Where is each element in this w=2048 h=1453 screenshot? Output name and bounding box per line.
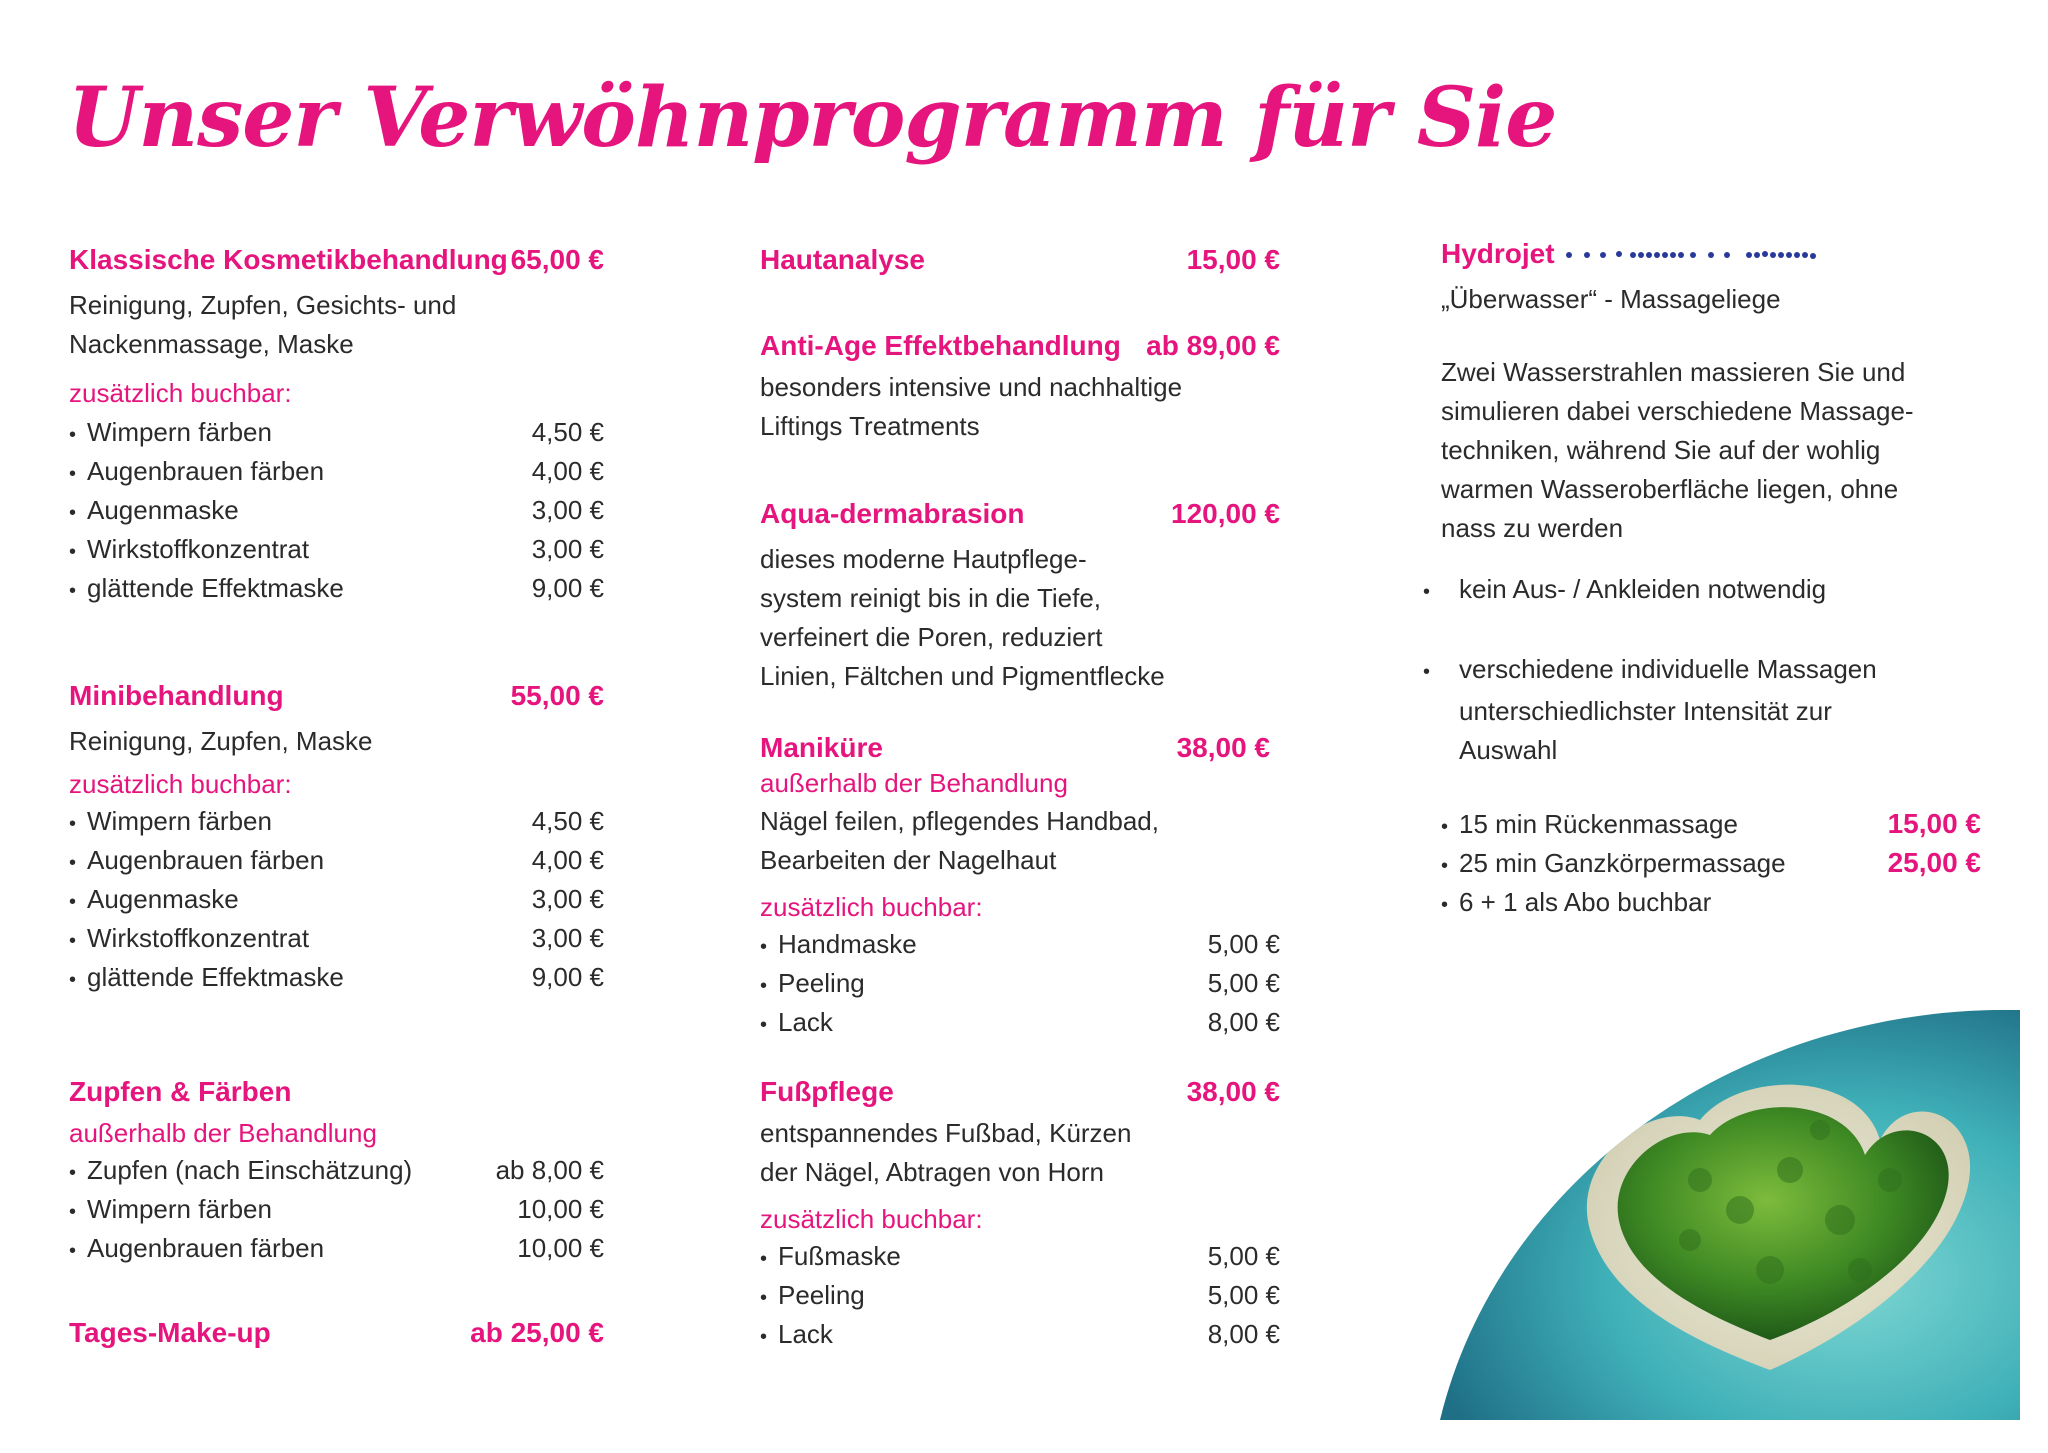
list-item [69, 1152, 604, 1191]
service-name: Hydrojet [1441, 238, 1555, 269]
service-description: Reinigung, Zupfen, Gesichts- und [69, 290, 457, 320]
item-label: • 25 min Ganzkörpermassage [1441, 845, 1786, 884]
service-aqua [760, 492, 1280, 696]
service-name: Minibehandlung [69, 680, 284, 711]
item-label: • glättende Effektmaske [69, 959, 344, 998]
list-item [760, 1316, 1280, 1355]
service-manikuere [760, 726, 1280, 1043]
item-price: 5,00 € [1207, 1241, 1280, 1271]
list-item [69, 842, 604, 881]
list-item [69, 453, 604, 492]
service-name: Klassische Kosmetikbehandlung [69, 244, 508, 275]
service-price: 120,00 € [1171, 498, 1280, 529]
service-description: nass zu werden [1441, 513, 1624, 543]
item-label: • Augenmaske [69, 881, 239, 920]
heart-island-image [1440, 1010, 2020, 1420]
service-name: Aqua-dermabrasion [760, 498, 1025, 529]
item-label: • Lack [760, 1004, 833, 1043]
service-description: techniken, während Sie auf der wohlig [1441, 435, 1881, 465]
extras-label: zusätzlich buchbar: [69, 378, 292, 408]
item-price: 3,00 € [531, 884, 604, 914]
service-name: Maniküre [760, 732, 883, 763]
service-price: ab 25,00 € [470, 1317, 604, 1348]
service-description: Linien, Fältchen und Pigmentflecke [760, 661, 1165, 691]
item-price: 10,00 € [517, 1194, 604, 1224]
item-price: 4,50 € [531, 806, 604, 836]
service-description: Zwei Wasserstrahlen massieren Sie und [1441, 357, 1906, 387]
item-price: 4,00 € [531, 456, 604, 486]
list-item [69, 414, 604, 453]
item-price: 4,50 € [531, 417, 604, 447]
item-price: 8,00 € [1207, 1319, 1280, 1349]
extras-label: zusätzlich buchbar: [760, 892, 983, 922]
extras-list [760, 1238, 1280, 1355]
service-name: Hautanalyse [760, 244, 925, 275]
service-price: 38,00 € [1176, 732, 1270, 763]
feature-bullet [1441, 570, 1981, 612]
list-item [69, 531, 604, 570]
item-label: • Lack [760, 1316, 833, 1355]
extras-list [69, 1152, 604, 1269]
extras-list [69, 803, 604, 998]
list-item [760, 965, 1280, 1004]
feature-bullet [1441, 650, 1981, 692]
list-item [760, 926, 1280, 965]
list-item [69, 803, 604, 842]
service-description: entspannendes Fußbad, Kürzen [760, 1118, 1132, 1148]
service-name: Zupfen & Färben [69, 1076, 292, 1107]
item-label: • Wirkstoffkonzentrat [69, 531, 309, 570]
item-price: 10,00 € [517, 1233, 604, 1263]
item-label: • Zupfen (nach Einschätzung) [69, 1152, 412, 1191]
service-subtitle: „Überwasser“ - Massageliege [1441, 284, 1781, 314]
water-dots-icon [1561, 243, 1831, 263]
service-price: 55,00 € [510, 680, 604, 711]
item-price: 25,00 € [1887, 847, 1981, 878]
extras-list [760, 926, 1280, 1043]
service-mini [69, 674, 604, 998]
item-price: 15,00 € [1887, 808, 1981, 839]
item-price: 9,00 € [531, 962, 604, 992]
page-title: Unser Verwöhnprogramm für Sie [68, 70, 1557, 166]
list-item [69, 881, 604, 920]
extras-list [69, 414, 604, 609]
service-antiage [760, 324, 1280, 446]
item-label: • glättende Effektmaske [69, 570, 344, 609]
service-zupfen [69, 1070, 604, 1269]
item-label: • 15 min Rückenmassage [1441, 806, 1738, 845]
item-label: • Peeling [760, 965, 865, 1004]
list-item [69, 570, 604, 609]
item-label: • Handmaske [760, 926, 917, 965]
service-description: besonders intensive und nachhaltige [760, 372, 1183, 402]
list-item [69, 920, 604, 959]
feature-text: Auswahl [1459, 735, 1558, 765]
item-price: 3,00 € [531, 534, 604, 564]
list-item [1441, 806, 1981, 845]
extras-label: zusätzlich buchbar: [69, 769, 292, 799]
item-label: • Wimpern färben [69, 414, 272, 453]
item-label: • Fußmaske [760, 1238, 901, 1277]
service-makeup [69, 1311, 604, 1355]
item-label: • Augenmaske [69, 492, 239, 531]
item-label: • Wimpern färben [69, 803, 272, 842]
item-label: • Wimpern färben [69, 1191, 272, 1230]
item-label: • Peeling [760, 1277, 865, 1316]
service-hydrojet [1441, 232, 1981, 923]
item-label: • Wirkstoffkonzentrat [69, 920, 309, 959]
service-fusspflege [760, 1070, 1280, 1355]
list-item [69, 1191, 604, 1230]
list-item [69, 1230, 604, 1269]
service-name: Tages-Make-up [69, 1317, 271, 1348]
service-description: Liftings Treatments [760, 411, 980, 441]
item-price: 9,00 € [531, 573, 604, 603]
service-subtitle: außerhalb der Behandlung [69, 1118, 377, 1148]
service-description: Nägel feilen, pflegendes Handbad, [760, 806, 1159, 836]
service-description: Nackenmassage, Maske [69, 329, 354, 359]
service-subtitle: außerhalb der Behandlung [760, 768, 1068, 798]
list-item [760, 1238, 1280, 1277]
extras-label: zusätzlich buchbar: [760, 1204, 983, 1234]
item-label: • 6 + 1 als Abo buchbar [1441, 884, 1711, 923]
service-price: 65,00 € [510, 244, 604, 275]
item-price: ab 8,00 € [495, 1155, 604, 1185]
service-description: system reinigt bis in die Tiefe, [760, 583, 1102, 613]
list-item [760, 1277, 1280, 1316]
item-price: 3,00 € [531, 923, 604, 953]
service-description: verfeinert die Poren, reduziert [760, 622, 1103, 652]
service-name: Anti-Age Effektbehandlung [760, 330, 1121, 361]
service-description: der Nägel, Abtragen von Horn [760, 1157, 1104, 1187]
service-price: 38,00 € [1186, 1076, 1280, 1107]
list-item [69, 959, 604, 998]
service-description: simulieren dabei verschiedene Massage- [1441, 396, 1914, 426]
item-label: • Augenbrauen färben [69, 842, 324, 881]
service-description: dieses moderne Hautpflege- [760, 544, 1087, 574]
heart-island-icon [1440, 1010, 2020, 1420]
massage-list [1441, 806, 1981, 923]
list-item [1441, 884, 1981, 923]
feature-text: verschiedene individuelle Massagen [1459, 654, 1877, 684]
item-price: 8,00 € [1207, 1007, 1280, 1037]
item-label: • Augenbrauen färben [69, 1230, 324, 1269]
item-price: 4,00 € [531, 845, 604, 875]
service-price: 15,00 € [1186, 244, 1280, 275]
service-name: Fußpflege [760, 1076, 894, 1107]
item-label: • Augenbrauen färben [69, 453, 324, 492]
feature-text: unterschiedlichster Intensität zur [1459, 696, 1832, 726]
service-price: ab 89,00 € [1146, 330, 1280, 361]
service-description: Bearbeiten der Nagelhaut [760, 845, 1057, 875]
service-description: Reinigung, Zupfen, Maske [69, 726, 373, 756]
feature-text: kein Aus- / Ankleiden notwendig [1459, 574, 1827, 604]
list-item [69, 492, 604, 531]
item-price: 5,00 € [1207, 968, 1280, 998]
service-description: warmen Wasseroberfläche liegen, ohne [1441, 474, 1899, 504]
list-item [760, 1004, 1280, 1043]
item-price: 3,00 € [531, 495, 604, 525]
item-price: 5,00 € [1207, 1280, 1280, 1310]
service-klassisch [69, 238, 604, 609]
list-item [1441, 845, 1981, 884]
item-price: 5,00 € [1207, 929, 1280, 959]
service-hautanalyse [760, 238, 1280, 282]
